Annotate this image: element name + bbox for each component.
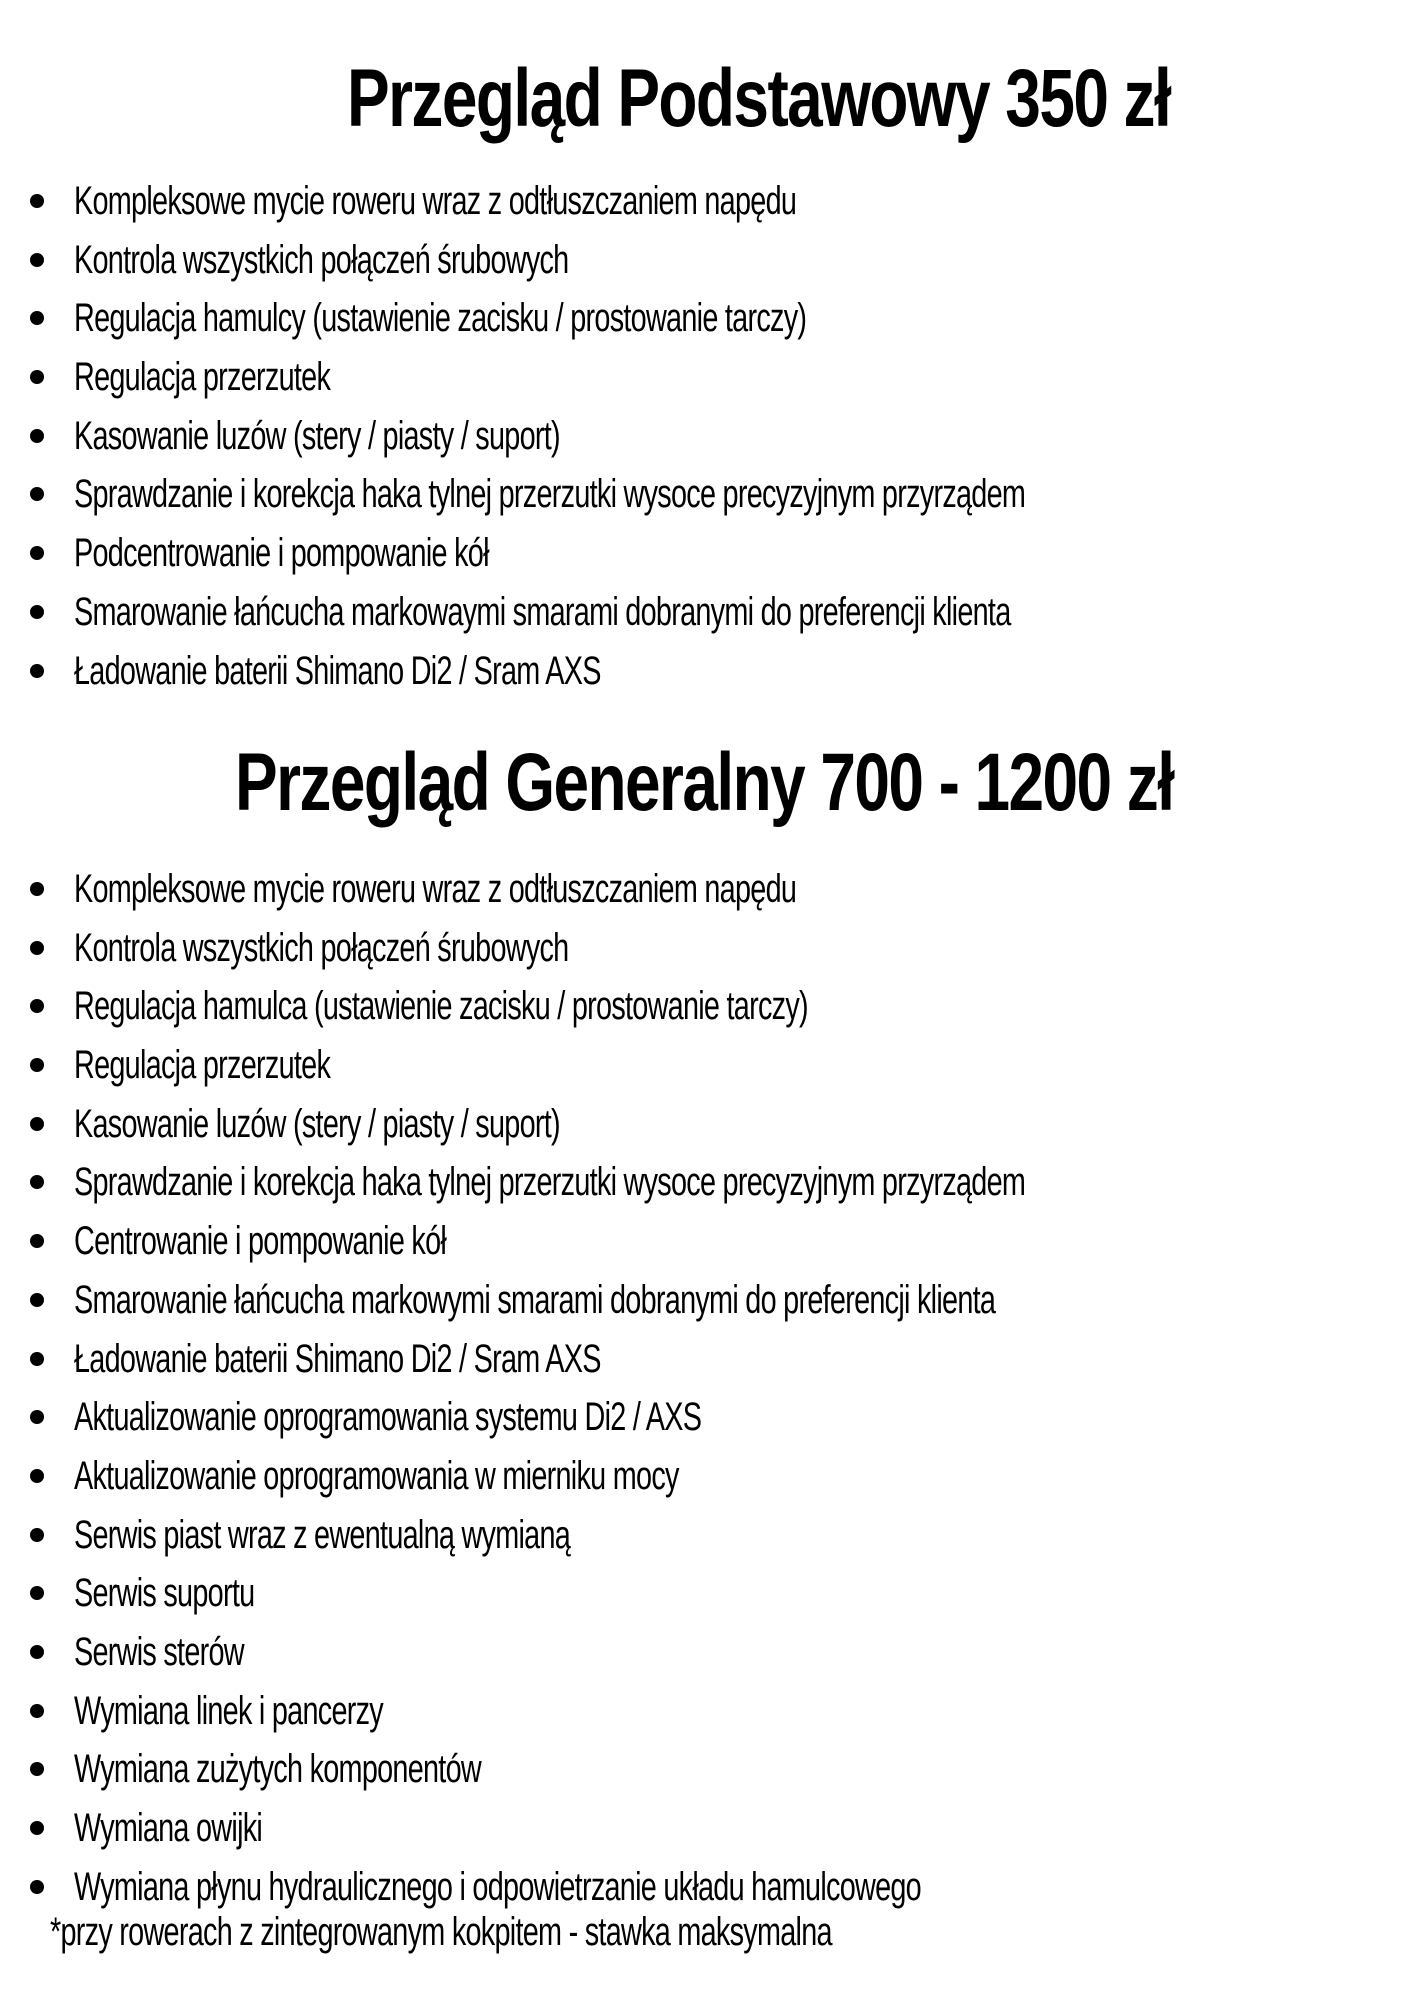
basic-service-title: Przegląd Podstawowy 350 zł xyxy=(347,53,1171,144)
bullet-icon xyxy=(30,664,44,678)
bullet-icon xyxy=(30,1704,44,1718)
list-item-text: Centrowanie i pompowanie kół xyxy=(74,1219,447,1264)
bullet-icon xyxy=(30,941,44,955)
list-item-text: Serwis sterów xyxy=(74,1629,244,1674)
general-service-title: Przegląd Generalny 700 - 1200 zł xyxy=(235,737,1174,828)
list-item-text: Smarowanie łańcucha markowaymi smarami dobranymi do preferencji klienta xyxy=(74,589,1011,634)
bullet-icon xyxy=(30,605,44,619)
list-item-text: Wymiana linek i pancerzy xyxy=(74,1688,383,1733)
bullet-icon xyxy=(30,194,44,208)
list-item-text: Podcentrowanie i pompowanie kół xyxy=(74,531,489,576)
bullet-icon xyxy=(30,1293,44,1307)
bullet-icon xyxy=(30,311,44,325)
list-item-text: Ładowanie baterii Shimano Di2 / Sram AXS xyxy=(74,648,601,693)
bullet-icon xyxy=(30,1175,44,1189)
list-item-text: Regulacja przerzutek xyxy=(74,355,331,400)
bullet-icon xyxy=(30,1352,44,1366)
bullet-icon xyxy=(30,1410,44,1424)
list-item-text: Regulacja hamulca (ustawienie zacisku / prostowanie tarczy) xyxy=(74,984,808,1029)
list-item-text: Regulacja hamulcy (ustawienie zacisku / prostowanie tarczy) xyxy=(74,296,807,341)
bullet-icon xyxy=(30,1821,44,1835)
list-item-text: Aktualizowanie oprogramowania systemu Di2 / AXS xyxy=(74,1395,702,1440)
list-item-text: Ładowanie baterii Shimano Di2 / Sram AXS xyxy=(74,1336,601,1381)
list-item-text: Wymiana owijki xyxy=(74,1806,263,1850)
bullet-icon xyxy=(30,487,44,501)
list-item-text: Sprawdzanie i korekcja haka tylnej przerzutki wysoce precyzyjnym przyrządem xyxy=(74,472,1026,517)
bullet-icon xyxy=(30,1528,44,1542)
list-item-text: Sprawdzanie i korekcja haka tylnej przerzutki wysoce precyzyjnym przyrządem xyxy=(74,1160,1026,1205)
bullet-icon xyxy=(30,1586,44,1600)
bullet-icon xyxy=(30,1762,44,1776)
footnote: *przy rowerach z zintegrowanym kokpitem - stawka maksymalna xyxy=(50,1910,832,1954)
list-item-text: Kontrola wszystkich połączeń śrubowych xyxy=(74,925,569,970)
bullet-icon xyxy=(30,1645,44,1659)
bullet-icon xyxy=(30,1117,44,1131)
list-item-text: Kompleksowe mycie roweru wraz z odtłuszczaniem napędu xyxy=(74,179,797,223)
bullet-icon xyxy=(30,253,44,267)
list-item-text: Aktualizowanie oprogramowania w mierniku mocy xyxy=(74,1453,679,1498)
bullet-icon xyxy=(30,999,44,1013)
list-item-text: Serwis piast wraz z ewentualną wymianą xyxy=(74,1512,571,1557)
bullet-icon xyxy=(30,1234,44,1248)
list-item-text: Wymiana płynu hydraulicznego i odpowietrzanie układu hamulcowego xyxy=(74,1864,921,1909)
list-item-text: Wymiana zużytych komponentów xyxy=(74,1747,481,1792)
list-item-text: Smarowanie łańcucha markowymi smarami dobranymi do preferencji klienta xyxy=(74,1277,996,1322)
bullet-icon xyxy=(30,1469,44,1483)
bullet-icon xyxy=(30,546,44,560)
list-item-text: Kontrola wszystkich połączeń śrubowych xyxy=(74,237,569,282)
list-item-text: Regulacja przerzutek xyxy=(74,1043,331,1088)
list-item-text: Serwis suportu xyxy=(74,1571,255,1616)
list-item-text: Kasowanie luzów (stery / piasty / suport) xyxy=(74,1101,560,1146)
bullet-icon xyxy=(30,1058,44,1072)
bullet-icon xyxy=(30,1880,44,1894)
bullet-icon xyxy=(30,882,44,896)
bullet-icon xyxy=(30,370,44,384)
bullet-icon xyxy=(30,429,44,443)
list-item-text: Kasowanie luzów (stery / piasty / suport) xyxy=(74,413,560,458)
list-item-text: Kompleksowe mycie roweru wraz z odtłuszczaniem napędu xyxy=(74,867,797,911)
